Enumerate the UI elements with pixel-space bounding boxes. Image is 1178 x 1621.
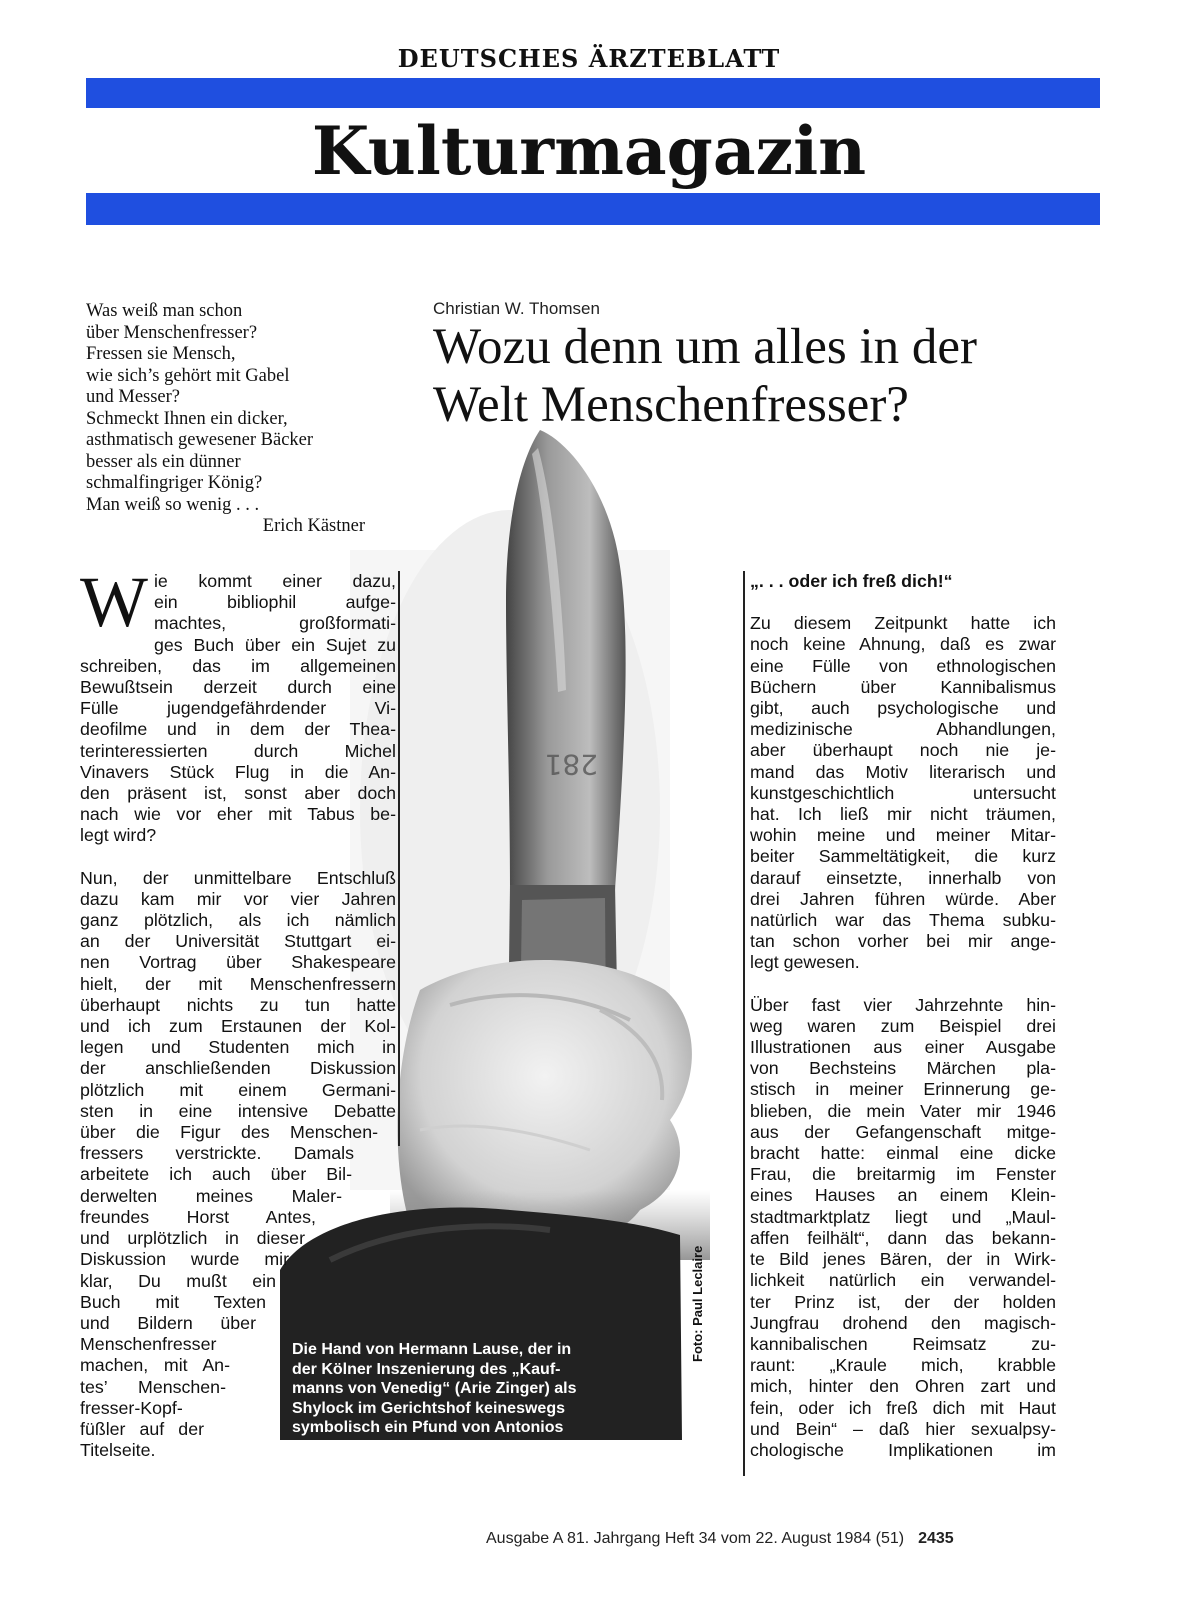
paragraph-gap [750,592,1056,613]
text-line: Zu diesem Zeitpunkt hatte ich [750,613,1056,634]
text-line: Diskussion wurde mir [80,1249,289,1270]
motto-line: asthmatisch gewesener Bäcker [86,430,314,450]
text-line: von Bechsteins Märchen pla- [750,1058,1056,1079]
text-line: stadtmarktplatz liegt und „Maul- [750,1206,1056,1227]
text-line: noch keine Ahnung, daß es zwar [750,634,1056,655]
text-line: ganz plötzlich, als ich nämlich [80,910,396,931]
text-line: fressers verstrickte. Damals [80,1143,354,1164]
text-line: kannibalischen Reimsatz zu- [750,1333,1056,1354]
text-line: ges Buch über ein Sujet zu [153,634,396,655]
text-line: und Bildern über [80,1312,256,1333]
text-line: Über fast vier Jahrzehnte hin- [750,994,1056,1015]
text-line: und Bein“ – daß hier sexualpsy- [750,1418,1056,1439]
paragraph-gap [80,847,396,868]
blue-bar-bottom [86,193,1100,225]
text-line: chologische Implikationen im [750,1439,1056,1460]
text-line: Frau, die breitarmig im Fenster [750,1164,1056,1185]
text-line: Vinavers Stück Flug in die An- [80,761,396,782]
caption-line: Die Hand von Hermann Lause, der in [292,1341,572,1358]
text-line: weg waren zum Beispiel drei [750,1015,1056,1036]
text-line: terinteressierten durch Michel [80,740,396,761]
caption-line: manns von Venedig“ (Arie Zinger) als [292,1380,577,1397]
paragraph-gap [750,974,1056,995]
text-line: Fülle jugendgefährdender Vi- [80,698,396,719]
motto-line: schmalfingriger König? [86,473,263,493]
article-column-right [750,571,1056,1461]
text-line: Menschenfresser [80,1334,217,1355]
text-line: beiter Sammeltätigkeit, die kurz [750,846,1056,867]
photo-credit-text: Foto: Paul Leclaire [690,1245,705,1362]
issue-info: Ausgabe A 81. Jahrgang Heft 34 vom 22. August 1984 (51) [486,1530,905,1547]
text-line: plötzlich mit einem Germani- [80,1079,396,1100]
text-line: lichkeit natürlich ein verwandel- [750,1270,1056,1291]
motto-line: über Menschenfresser? [86,322,258,343]
right-column-rule [743,571,745,1476]
text-line: raunt: „Kraule mich, krabble [750,1355,1056,1376]
motto-attribution: Erich Kästner [262,516,365,536]
motto-line: Schmeckt Ihnen ein dicker, [86,408,288,429]
text-line: affen feilhält“, dann das bekann- [750,1227,1056,1248]
text-line: dazu kam mir vor vier Jahren [80,888,396,909]
text-line: fein, oder ich freß dich mit Haut [750,1397,1056,1418]
text-line: legen und Studenten mich in [80,1037,396,1058]
text-line: stisch in meiner Erinnerung ge- [750,1079,1056,1100]
text-line: ter Prinz ist, der der holden [750,1291,1056,1312]
drop-cap: W [80,562,148,642]
text-line: klar, Du mußt ein [80,1270,276,1291]
text-line: fresser-Kopf- [80,1397,183,1418]
text-line: hat. Ich ließ mir nicht träumen, [750,804,1056,825]
text-line: tan schon vorher bei mir ange- [750,931,1056,952]
text-line: nach wie vor eher mit Tabus be- [80,804,396,825]
motto-line: Man weiß so wenig . . . [86,494,260,515]
text-line: sten in eine intensive Debatte [80,1100,396,1121]
text-line: Illustrationen aus einer Ausgabe [750,1037,1056,1058]
text-line: schreiben, das im allgemeinen [80,655,396,676]
text-line: machen, mit An- [80,1355,230,1376]
motto-line: Fressen sie Mensch, [86,344,236,364]
author-name: Christian W. Thomsen [433,299,600,318]
article-headline [433,318,1113,434]
text-line: arbeitete ich auch über Bil- [80,1164,352,1185]
text-line: hielt, der mit Menschenfressern [80,973,396,994]
text-line: Titelseite. [80,1440,156,1461]
caption-line: Shylock im Gerichtshof keineswegs [292,1399,565,1417]
left-column-rule [398,571,400,1146]
text-line: füßler auf der [80,1418,204,1439]
text-line: medizinische Abhandlungen, [750,719,1056,740]
motto-line: und Messer? [86,387,181,407]
text-line: Bewußtsein derzeit durch eine [80,677,396,698]
text-line: über die Figur des Menschen- [80,1122,378,1143]
subheading: „. . . oder ich freß dich!“ [750,571,953,591]
text-line: freundes Horst Antes, [80,1206,316,1227]
page-number: 2435 [918,1530,954,1547]
text-line: drei Jahren führen würde. Aber [750,888,1056,909]
text-line: wohin meine und meiner Mitar- [750,825,1056,846]
masthead: DEUTSCHES ÄRZTEBLATT [397,44,781,73]
text-line: Büchern über Kannibalismus [750,676,1056,697]
text-line: aber überhaupt noch nie je- [750,740,1056,761]
text-line: tes’ Menschen- [80,1376,226,1397]
caption-line: der Kölner Inszenierung des „Kauf- [292,1360,561,1378]
headline-line: Wozu denn um alles in der [433,319,977,375]
article-column-left [80,562,396,1461]
text-line: an der Universität Stuttgart ei- [80,931,396,952]
page-footer [486,1530,954,1548]
section-title: Kulturmagazin [311,112,867,190]
text-line: gibt, auch psychologische und [750,698,1056,719]
text-line: darauf einsetzte, innerhalb von [750,867,1056,888]
text-line: mich, hinter den Ohren zart und [750,1376,1056,1397]
text-line: ie kommt einer dazu, [153,571,396,591]
text-line: te Bild jenes Bären, der in Wirk- [750,1249,1056,1270]
blue-bar-top [86,78,1100,108]
text-line: eines Hauses an einem Klein- [750,1185,1056,1206]
text-line: und ich zum Erstaunen der Kol- [80,1016,396,1037]
text-line: natürlich war das Thema subku- [750,910,1056,931]
text-line: aus der Gefangenschaft mitge- [750,1121,1056,1142]
text-line: legt wird? [80,825,157,846]
text-line: bracht hatte: einmal eine dicke [750,1143,1056,1164]
text-line: kunstgeschichtlich untersucht [750,782,1056,803]
text-line: machtes, großformati- [153,613,396,634]
caption-line: Fleisch fordert [292,1438,404,1456]
blade-marks: 281 [544,748,598,781]
motto-line: Was weiß man schon [86,301,243,321]
text-line: eine Fülle von ethnologischen [750,655,1056,676]
text-line: den präsent ist, sonst aber doch [80,783,396,804]
text-line: Nun, der unmittelbare Entschluß [80,867,396,888]
text-line: deofilme und in dem der Thea- [80,719,396,740]
text-line: nen Vortrag über Shakespeare [80,952,396,973]
motto-line: wie sich’s gehört mit Gabel [86,365,290,386]
text-line: ein bibliophil aufge- [153,592,396,613]
text-line: blieben, die mein Vater mir 1946 [750,1100,1056,1121]
text-line: überhaupt nichts zu tun hatte [80,994,396,1015]
knife-blade [506,430,626,890]
text-line: Jungfrau drohend den magisch- [750,1312,1056,1333]
motto-line: besser als ein dünner [86,451,241,472]
text-line: mand das Motiv literarisch und [750,761,1056,782]
caption-line: symbolisch ein Pfund von Antonios [292,1419,564,1436]
text-line: derwelten meines Maler- [80,1185,342,1206]
text-line: legt gewesen. [750,952,860,973]
text-line: Buch mit Texten [80,1291,266,1312]
headline-line: Welt Menschenfresser? [433,377,909,433]
text-line: und urplötzlich in dieser [80,1228,305,1249]
text-line: der anschließenden Diskussion [80,1058,396,1079]
